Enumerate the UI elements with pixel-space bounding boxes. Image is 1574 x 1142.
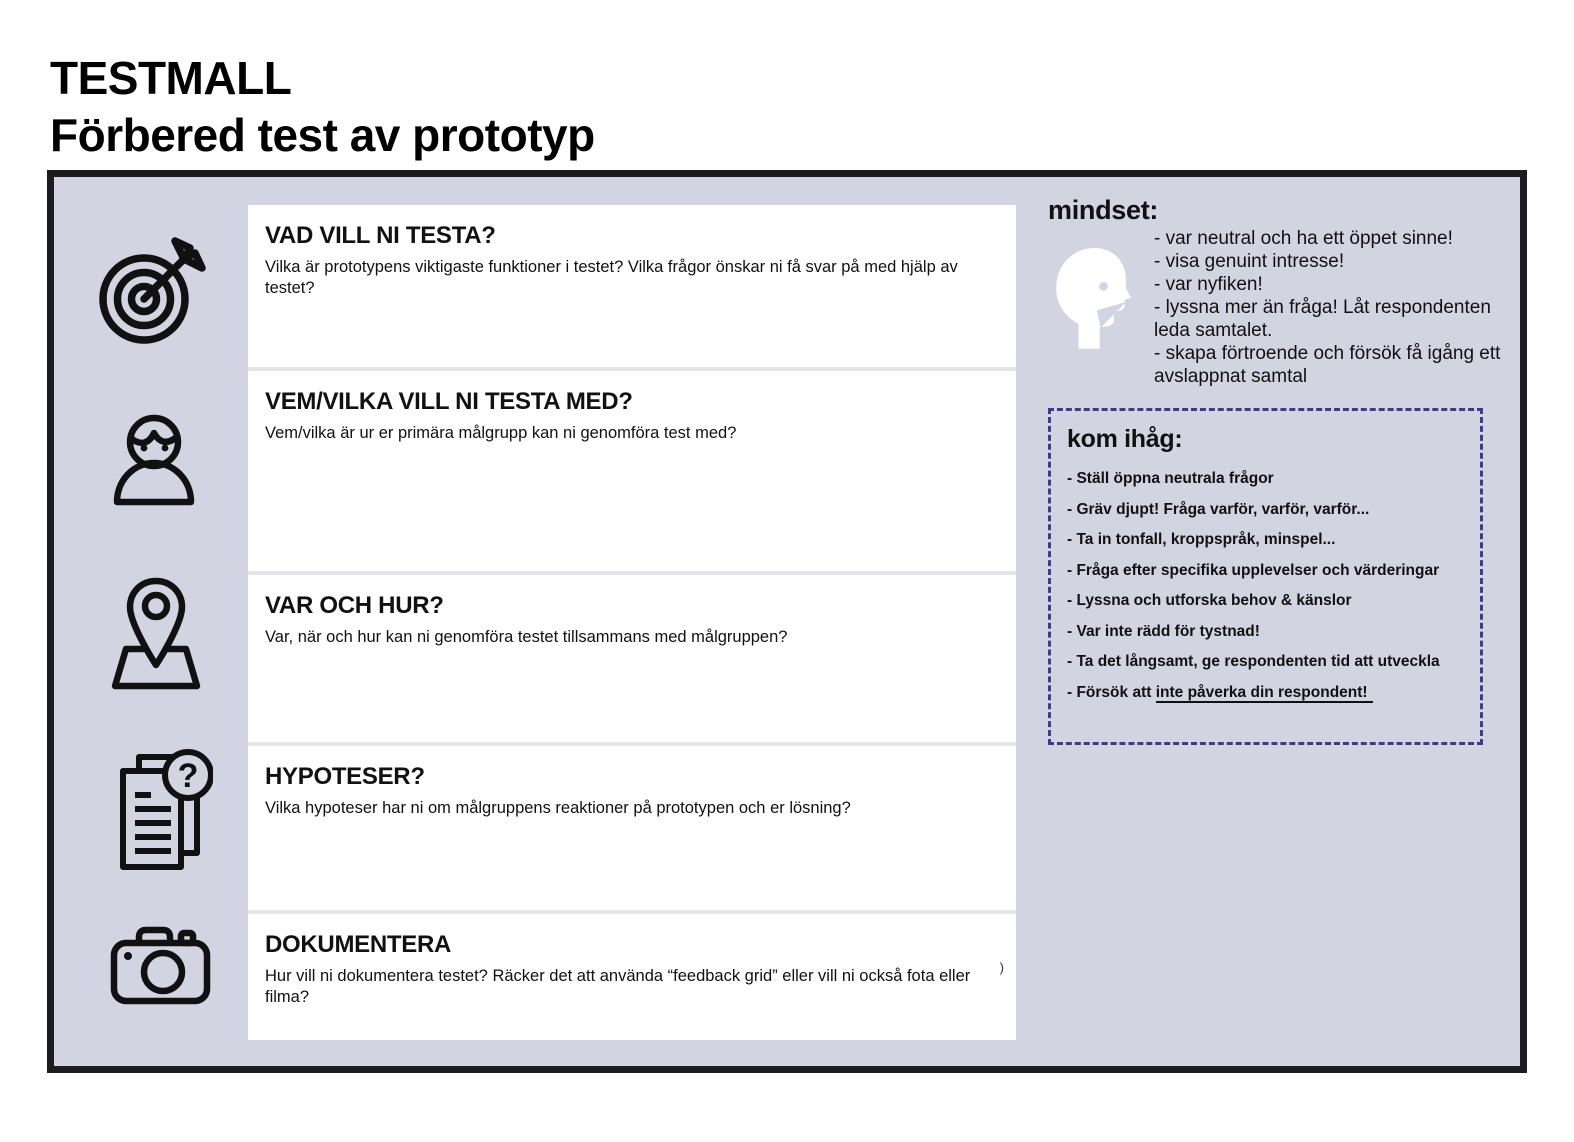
page-title xyxy=(50,50,595,164)
mindset-item: - var neutral och ha ett öppet sinne! xyxy=(1154,228,1453,249)
remember-box xyxy=(1048,408,1483,745)
section-title: VAD VILL NI TESTA? xyxy=(265,222,496,249)
svg-text:?: ? xyxy=(177,757,199,795)
target-icon xyxy=(96,233,208,347)
remember-item: - Var inte rädd för tystnad! xyxy=(1067,622,1260,640)
section-var-och-hur xyxy=(248,575,1016,742)
section-description: Var, när och hur kan ni genomföra testet tillsammans med målgruppen? xyxy=(265,628,788,646)
template-canvas xyxy=(47,170,1527,1073)
section-description: Vilka är prototypens viktigaste funktioner i testet? Vilka frågor önskar ni få svar på med hjälp av testet? xyxy=(265,258,958,297)
mindset-item: - skapa förtroende och försök få igång ett avslappnat samtal xyxy=(1154,343,1501,387)
page-title-line1: TESTMALL xyxy=(50,52,292,104)
section-title: VEM/VILKA VILL NI TESTA MED? xyxy=(265,388,633,415)
camera-icon xyxy=(106,913,214,1009)
section-title: DOKUMENTERA xyxy=(265,931,452,958)
footnote-mark: ) xyxy=(999,960,1004,975)
remember-list xyxy=(1067,470,1466,702)
remember-item: - Gräv djupt! Fråga varför, varför, varför... xyxy=(1067,500,1370,518)
page-title-line2: Förbered test av prototyp xyxy=(50,109,595,161)
remember-item: - Lyssna och utforska behov & känslor xyxy=(1067,592,1352,609)
remember-item: - Ställ öppna neutrala frågor xyxy=(1067,470,1274,487)
mindset-item: - visa genuint intresse! xyxy=(1154,251,1345,272)
person-icon xyxy=(104,411,204,509)
remember-item: - Ta det långsamt, ge respondenten tid att utveckla xyxy=(1067,653,1440,670)
section-description: Vem/vilka är ur er primära målgrupp kan ni genomföra test med? xyxy=(265,424,737,442)
documents-question-icon xyxy=(109,747,213,877)
remember-item-last xyxy=(1067,684,1466,702)
remember-heading: kom ihåg: xyxy=(1067,425,1183,453)
sections-column xyxy=(248,205,1016,1040)
remember-last-underlined: inte påverka din respondent! xyxy=(1156,684,1373,703)
remember-item: - Fråga efter specifika upplevelser och värderingar xyxy=(1067,561,1440,579)
section-vad-vill-ni-testa xyxy=(248,205,1016,367)
section-dokumentera xyxy=(248,914,1016,1040)
section-hypoteser xyxy=(248,746,1016,910)
mindset-item: - lyssna mer än fråga! Låt respondenten leda samtalet. xyxy=(1154,297,1491,341)
map-pin-icon xyxy=(106,573,206,693)
mindset-heading: mindset: xyxy=(1048,195,1159,225)
head-profile-icon xyxy=(1044,241,1140,349)
section-description: Vilka hypoteser har ni om målgruppens reaktioner på prototypen och er lösning? xyxy=(265,799,851,817)
section-title: HYPOTESER? xyxy=(265,763,425,790)
mindset-item: - var nyfiken! xyxy=(1154,274,1263,295)
section-description: Hur vill ni dokumentera testet? Räcker det att använda “feedback grid” eller vill ni också fota eller filma? xyxy=(265,967,971,1006)
mindset-list xyxy=(1154,227,1502,388)
remember-item: - Ta in tonfall, kroppspråk, minspel... xyxy=(1067,531,1336,548)
remember-last-prefix: - Försök att xyxy=(1067,683,1156,701)
section-title: VAR OCH HUR? xyxy=(265,592,444,619)
section-vem-vilka xyxy=(248,371,1016,571)
